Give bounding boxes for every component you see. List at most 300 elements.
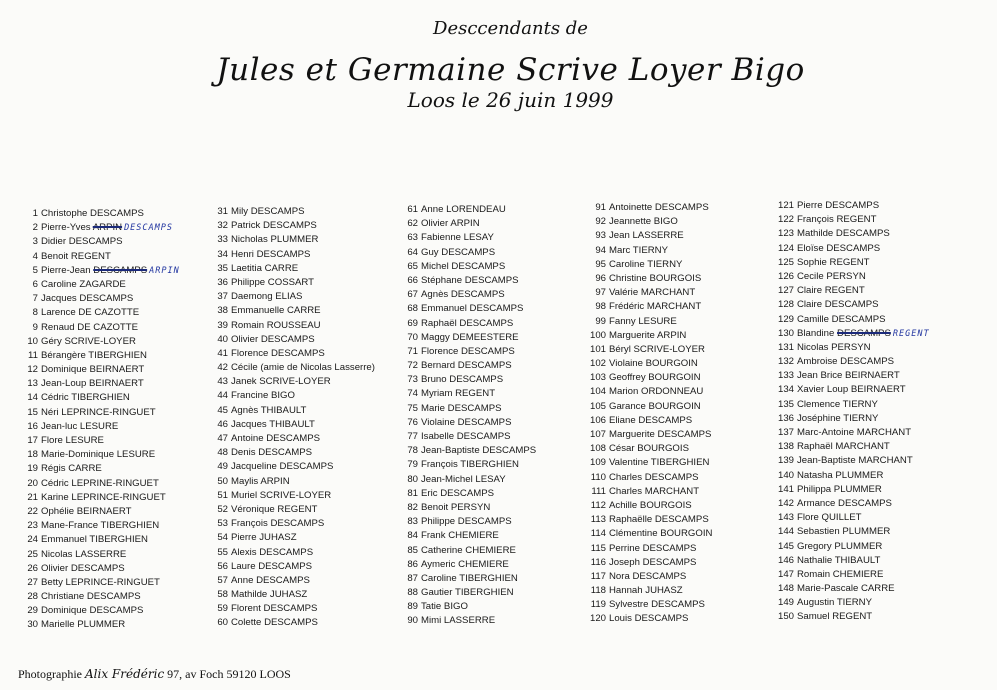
list-item [202, 560, 402, 574]
list-item [768, 355, 968, 369]
item-name: Claire DESCAMPS [797, 299, 879, 311]
list-item [392, 402, 592, 416]
item-number: 55 [217, 546, 228, 558]
item-name: Natasha PLUMMER [797, 469, 884, 481]
list-item [12, 491, 212, 505]
item-number: 4 [32, 250, 38, 262]
item-name: Gautier TIBERGHIEN [421, 587, 514, 599]
list-item [580, 400, 780, 414]
item-number: 85 [407, 544, 418, 556]
item-number: 53 [217, 518, 228, 530]
item-number: 60 [217, 617, 228, 629]
item-name: François REGENT [797, 214, 877, 226]
list-item [768, 525, 968, 539]
item-number: 10 [27, 335, 38, 347]
list-item [768, 298, 968, 312]
list-item [580, 414, 780, 428]
list-item [768, 426, 968, 440]
list-item [768, 511, 968, 525]
item-number: 81 [407, 487, 418, 499]
item-number: 38 [217, 305, 228, 317]
list-item [202, 375, 402, 389]
item-number: 127 [777, 285, 794, 297]
list-item [392, 529, 592, 543]
item-name: Marc TIERNY [609, 244, 668, 256]
list-item [580, 471, 780, 485]
list-item [12, 590, 212, 604]
item-name: Cécile (amie de Nicolas Lasserre) [231, 362, 375, 374]
list-item [580, 215, 780, 229]
list-item [202, 290, 402, 304]
item-number: 33 [217, 234, 228, 246]
list-item [580, 527, 780, 541]
list-item [392, 501, 592, 515]
item-number: 66 [407, 274, 418, 286]
item-number: 117 [590, 570, 606, 582]
list-item [12, 363, 212, 377]
item-name: Cédric TIBERGHIEN [41, 392, 130, 404]
item-number: 91 [595, 202, 606, 213]
list-item [392, 246, 592, 260]
list-column [392, 203, 592, 629]
list-item [768, 327, 968, 341]
item-number: 31 [217, 206, 228, 217]
item-number: 73 [407, 374, 418, 386]
item-name: Frank CHEMIERE [421, 530, 499, 542]
item-number: 132 [777, 356, 794, 368]
item-number: 147 [777, 568, 794, 580]
item-name: Violaine DESCAMPS [421, 416, 512, 428]
list-item [392, 558, 592, 572]
item-number: 100 [589, 329, 606, 341]
item-number: 70 [407, 331, 418, 343]
item-name: Michel DESCAMPS [421, 260, 506, 272]
item-number: 18 [27, 449, 38, 461]
item-name: Cecile PERSYN [797, 270, 866, 282]
item-number: 68 [407, 303, 418, 315]
item-name: Benoit REGENT [41, 250, 111, 262]
item-number: 139 [777, 455, 794, 467]
item-number: 110 [590, 471, 606, 483]
item-number: 47 [217, 433, 228, 444]
item-number: 72 [407, 360, 418, 372]
item-name: Pierre DESCAMPS [797, 200, 880, 211]
item-number: 43 [217, 376, 228, 388]
item-name: Hannah JUHASZ [609, 585, 683, 597]
item-number: 22 [27, 505, 38, 517]
item-number: 59 [217, 603, 228, 615]
list-item [202, 418, 402, 432]
item-number: 79 [407, 459, 418, 471]
item-name: Eloïse DESCAMPS [797, 242, 881, 254]
item-name: Romain CHEMIERE [797, 568, 884, 580]
item-number: 135 [777, 398, 794, 410]
list-item [12, 306, 212, 320]
list-item [202, 503, 402, 517]
item-number: 19 [27, 463, 38, 475]
list-item [392, 487, 592, 501]
list-item [202, 432, 402, 446]
item-number: 97 [595, 287, 606, 299]
item-number: 9 [32, 321, 38, 333]
list-item [202, 602, 402, 616]
list-item [768, 483, 968, 497]
item-number: 130 [777, 327, 794, 339]
item-number: 134 [777, 384, 794, 396]
list-item [12, 420, 212, 434]
item-number: 103 [589, 372, 606, 384]
item-name: Janek SCRIVE-LOYER [231, 376, 331, 388]
list-item [12, 604, 212, 618]
item-number: 46 [217, 418, 228, 430]
item-number: 86 [407, 558, 418, 570]
list-item [12, 221, 212, 235]
item-name: Dominique BEIRNAERT [41, 364, 145, 376]
item-number: 28 [27, 591, 38, 603]
list-item [768, 227, 968, 241]
list-item [12, 519, 212, 533]
item-name: Anne LORENDEAU [421, 204, 506, 215]
item-number: 16 [27, 420, 38, 432]
item-number: 141 [777, 483, 794, 495]
list-item [392, 331, 592, 345]
list-item [12, 434, 212, 448]
item-name: Ophélie BEIRNAERT [41, 505, 132, 517]
item-number: 121 [777, 200, 794, 211]
item-name: Jean-luc LESURE [41, 420, 119, 432]
item-number: 2 [32, 222, 38, 234]
item-number: 71 [407, 345, 418, 357]
item-name: Sophie REGENT [797, 256, 870, 268]
list-item [12, 349, 212, 363]
list-column [580, 201, 780, 627]
item-number: 144 [777, 526, 794, 538]
item-name: Philippe COSSART [231, 276, 315, 288]
item-number: 76 [407, 416, 418, 428]
item-name: Marc-Antoine MARCHANT [797, 427, 912, 438]
item-name: Emmanuelle CARRE [231, 305, 321, 317]
item-number: 140 [777, 469, 794, 481]
item-number: 40 [217, 333, 228, 345]
item-number: 14 [27, 392, 38, 404]
item-name: Béryl SCRIVE-LOYER [609, 343, 705, 355]
item-name: Bruno DESCAMPS [421, 374, 504, 386]
item-name: Fabienne LESAY [421, 232, 494, 244]
item-number: 122 [777, 214, 794, 226]
list-item [202, 517, 402, 531]
list-item [202, 588, 402, 602]
footer-address: 97, av Foch 59120 LOOS [164, 667, 291, 681]
list-item [768, 540, 968, 554]
item-name: Anne DESCAMPS [231, 574, 310, 586]
item-number: 113 [590, 514, 606, 526]
list-item [768, 242, 968, 256]
item-number: 39 [217, 319, 228, 331]
item-name: Tatie BIGO [421, 601, 468, 613]
item-number: 58 [217, 589, 228, 601]
item-name: Agnès THIBAULT [231, 404, 307, 416]
item-name: Samuel REGENT [797, 611, 873, 623]
item-name: Fanny LESURE [609, 315, 677, 327]
list-item [202, 489, 402, 503]
list-item [12, 448, 212, 462]
item-number: 3 [32, 236, 38, 248]
item-number: 45 [217, 404, 228, 416]
item-number: 119 [590, 599, 606, 611]
list-item [202, 361, 402, 375]
item-name: Nicolas LASSERRE [41, 548, 127, 560]
list-item [202, 531, 402, 545]
list-item [392, 473, 592, 487]
header-subtitle: Desccendants de [433, 18, 588, 39]
item-number: 21 [27, 491, 38, 503]
item-name: Eric DESCAMPS [421, 487, 495, 499]
item-name: Flore QUILLET [797, 512, 862, 524]
item-name: Isabelle DESCAMPS [421, 431, 511, 442]
list-item [580, 371, 780, 385]
item-name: Géry SCRIVE-LOYER [41, 335, 136, 347]
item-name: Antoine DESCAMPS [231, 433, 321, 444]
item-number: 148 [777, 583, 794, 595]
item-number: 26 [27, 562, 38, 574]
list-item [12, 576, 212, 590]
list-item [580, 286, 780, 300]
item-number: 49 [217, 461, 228, 473]
item-number: 17 [27, 435, 38, 446]
list-item [580, 272, 780, 286]
item-number: 5 [32, 264, 38, 276]
item-name: Benoit PERSYN [421, 501, 491, 513]
item-name: Francine BIGO [231, 390, 295, 402]
list-item [202, 574, 402, 588]
list-item [12, 335, 212, 349]
item-name: Olivier DESCAMPS [231, 333, 315, 345]
list-item [580, 258, 780, 272]
item-name: François DESCAMPS [231, 518, 325, 530]
list-item [12, 391, 212, 405]
item-name: Valentine TIBERGHIEN [609, 457, 710, 469]
item-name: Mane-France TIBERGHIEN [41, 520, 160, 532]
item-number: 111 [591, 485, 606, 497]
list-item [202, 262, 402, 276]
item-name: Christine BOURGOIS [609, 272, 702, 284]
item-name: Marie-Pascale CARRE [797, 583, 895, 595]
item-name: Henri DESCAMPS [231, 248, 311, 260]
item-number: 83 [407, 516, 418, 528]
item-name: Achille BOURGOIS [609, 499, 692, 511]
handwritten-correction: ARPIN [149, 265, 180, 276]
handwritten-correction: DESCAMPS [124, 223, 174, 234]
list-item [202, 446, 402, 460]
list-item [392, 302, 592, 316]
list-item [768, 398, 968, 412]
list-item [768, 369, 968, 383]
list-item [392, 600, 592, 614]
item-number: 32 [217, 220, 228, 232]
item-name: Raphaël MARCHANT [797, 441, 890, 453]
list-item [768, 284, 968, 298]
photographer-signature: Alix Frédéric [85, 667, 165, 681]
item-name: Florence DESCAMPS [421, 345, 515, 357]
item-name: Jean-Michel LESAY [421, 473, 506, 485]
list-item [392, 373, 592, 387]
list-item [580, 456, 780, 470]
item-name: Charles DESCAMPS [609, 471, 699, 483]
footer-prefix: Photographie [18, 667, 85, 681]
item-name: Caroline TIBERGHIEN [421, 572, 518, 584]
item-number: 30 [27, 619, 38, 631]
item-name: Mathilde JUHASZ [231, 589, 308, 601]
list-item [768, 497, 968, 511]
list-item [392, 515, 592, 529]
item-number: 138 [777, 441, 794, 453]
item-name: Marie-Dominique LESURE [41, 449, 156, 461]
item-number: 64 [407, 246, 418, 258]
item-name: Pierre-Yves [41, 222, 93, 234]
item-name: Augustin TIERNY [797, 597, 873, 609]
item-number: 146 [777, 554, 794, 566]
item-name: Philippe DESCAMPS [421, 516, 512, 528]
list-item [392, 614, 592, 628]
list-item [580, 542, 780, 556]
item-name: Alexis DESCAMPS [231, 546, 314, 558]
item-number: 74 [407, 388, 418, 400]
item-name: Sylvestre DESCAMPS [609, 599, 705, 611]
list-item [202, 616, 402, 630]
list-item [768, 213, 968, 227]
handwritten-correction: REGENT [892, 328, 930, 339]
item-number: 35 [217, 262, 228, 274]
list-item [768, 199, 968, 213]
item-number: 116 [590, 556, 606, 568]
list-item [580, 343, 780, 357]
list-item [202, 333, 402, 347]
list-item [580, 584, 780, 598]
list-item [392, 444, 592, 458]
list-item [392, 345, 592, 359]
list-item [202, 219, 402, 233]
list-item [580, 442, 780, 456]
item-number: 61 [407, 204, 418, 215]
item-name: Nathalie THIBAULT [797, 554, 881, 566]
list-item [12, 278, 212, 292]
item-name: Romain ROUSSEAU [231, 319, 321, 331]
item-number: 41 [217, 347, 228, 359]
item-number: 109 [589, 457, 606, 469]
item-name: Véronique REGENT [231, 503, 318, 515]
item-name: Marie DESCAMPS [421, 402, 502, 414]
list-item [580, 244, 780, 258]
list-item [202, 319, 402, 333]
item-number: 7 [32, 293, 38, 305]
item-number: 57 [217, 574, 228, 586]
list-item [392, 217, 592, 231]
list-item [202, 389, 402, 403]
item-number: 107 [589, 429, 606, 440]
item-number: 99 [595, 315, 606, 327]
item-number: 115 [590, 542, 606, 554]
item-number: 27 [27, 576, 38, 588]
list-item [202, 233, 402, 247]
item-number: 129 [777, 313, 794, 325]
list-item [12, 477, 212, 491]
list-item [202, 404, 402, 418]
item-number: 13 [27, 378, 38, 390]
item-number: 96 [595, 272, 606, 284]
list-item [580, 201, 780, 215]
item-name: Valérie MARCHANT [609, 287, 696, 299]
list-column [768, 199, 968, 625]
item-number: 95 [595, 258, 606, 270]
item-number: 36 [217, 276, 228, 288]
item-number: 120 [589, 613, 606, 625]
list-item [392, 260, 592, 274]
item-name: Jean LASSERRE [609, 230, 684, 242]
footer [18, 667, 291, 682]
item-number: 131 [777, 341, 794, 353]
item-number: 62 [407, 218, 418, 230]
list-item [12, 207, 212, 221]
list-item [202, 460, 402, 474]
list-item [12, 264, 212, 278]
item-name: Clémentine BOURGOIN [609, 528, 713, 540]
list-item [202, 248, 402, 262]
item-number: 89 [407, 601, 418, 613]
item-name: Agnès DESCAMPS [421, 289, 505, 301]
list-item [768, 568, 968, 582]
list-item [392, 416, 592, 430]
item-name: Jean-Loup BEIRNAERT [41, 378, 144, 390]
item-name: Maylis ARPIN [231, 475, 290, 487]
item-name: Laure DESCAMPS [231, 560, 313, 572]
item-name: Jeannette BIGO [609, 216, 678, 228]
list-item [202, 276, 402, 290]
item-number: 77 [407, 431, 418, 442]
item-number: 44 [217, 390, 228, 402]
item-name: Pierre-Jean [41, 264, 94, 276]
list-item [392, 387, 592, 401]
item-number: 23 [27, 520, 38, 532]
item-name: Ambroise DESCAMPS [797, 356, 895, 368]
item-number: 145 [777, 540, 794, 552]
item-name: Guy DESCAMPS [421, 246, 496, 258]
item-number: 93 [595, 230, 606, 242]
list-item [12, 235, 212, 249]
list-item [202, 546, 402, 560]
item-number: 94 [595, 244, 606, 256]
item-number: 82 [407, 501, 418, 513]
item-number: 67 [407, 289, 418, 301]
item-number: 133 [777, 370, 794, 382]
list-item [392, 359, 592, 373]
list-item [580, 513, 780, 527]
list-item [12, 377, 212, 391]
item-number: 92 [595, 216, 606, 228]
list-item [768, 610, 968, 624]
item-name: Jean Brice BEIRNAERT [797, 370, 900, 382]
item-name: François TIBERGHIEN [421, 459, 519, 471]
list-item [202, 475, 402, 489]
list-item [580, 428, 780, 442]
list-item [202, 205, 402, 219]
item-number: 114 [590, 528, 606, 540]
item-name: Marielle PLUMMER [41, 619, 126, 631]
item-number: 54 [217, 532, 228, 544]
list-item [392, 231, 592, 245]
item-name: Olivier DESCAMPS [41, 562, 125, 574]
item-number: 65 [407, 260, 418, 272]
item-name: Claire REGENT [797, 285, 865, 297]
